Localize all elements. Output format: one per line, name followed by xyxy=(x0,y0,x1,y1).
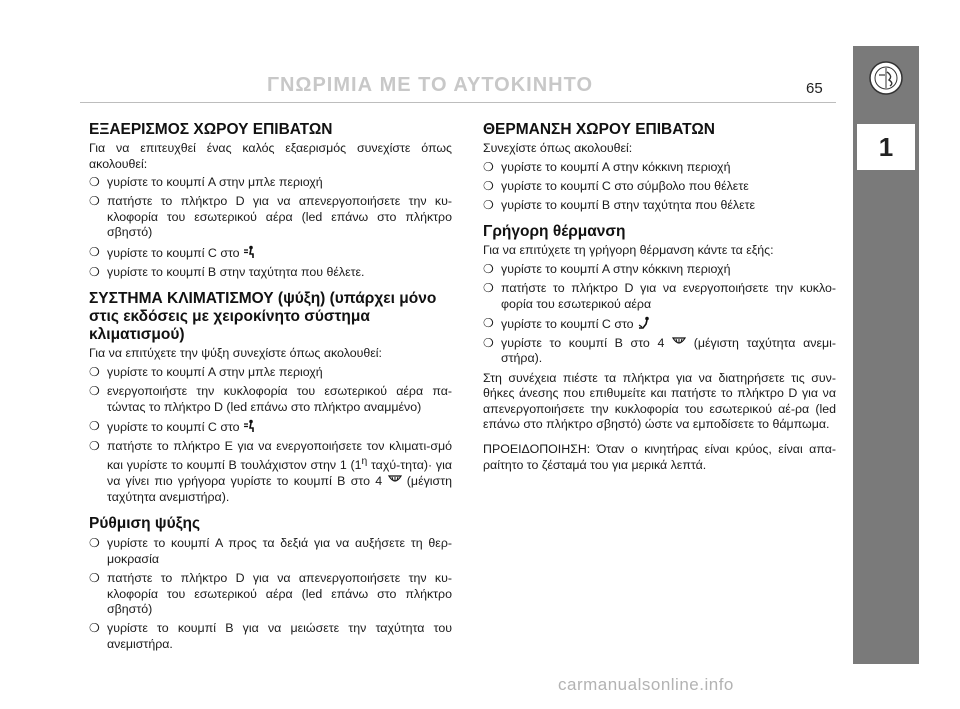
list-item: ❍ πατήστε το πλήκτρο D για να ενεργοποιήσετε την κυκλο-φορία του εσωτερικού αέρα xyxy=(483,281,836,311)
list-item: ❍ γυρίστε το κουμπί A στην μπλε περιοχή xyxy=(89,175,323,190)
bullet-icon: ❍ xyxy=(89,364,100,379)
section-title-fast-heating: Γρήγορη θέρμανση xyxy=(483,223,626,241)
list-item: ❍ γυρίστε το κουμπί B για να μειώσετε την ταχύτητα του ανεμιστήρα. xyxy=(89,621,452,651)
bullet-list xyxy=(89,365,452,505)
list-item: ❍ γυρίστε το κουμπί C στο xyxy=(89,419,452,436)
watermark: carmanualsonline.info xyxy=(558,675,734,694)
section-intro: Για να επιτευχθεί ένας καλός εξαερισμός συνεχίστε όπως ακολουθεί: xyxy=(89,141,452,171)
bullet-icon: ❍ xyxy=(89,264,100,279)
alfa-romeo-logo-icon xyxy=(868,60,904,96)
fan-max-speed-icon xyxy=(388,475,402,487)
bullet-icon: ❍ xyxy=(483,178,494,193)
face-vent-icon xyxy=(243,419,257,433)
bullet-icon: ❍ xyxy=(89,175,100,190)
bullet-icon: ❍ xyxy=(89,570,100,585)
bullet-icon: ❍ xyxy=(89,194,100,209)
bullet-list xyxy=(89,175,452,280)
list-item: ❍ πατήστε το πλήκτρο D για να απενεργοποιήσετε την κυ-κλοφορία του εσωτερικού αέρα (led επάνω στο πλήκτρο σβηστό) xyxy=(89,194,452,240)
bullet-icon: ❍ xyxy=(483,315,494,330)
list-item: ❍ γυρίστε το κουμπί A προς τα δεξιά για να αυξήσετε τη θερ-μοκρασία xyxy=(89,536,452,566)
list-item: ❍ πατήστε το πλήκτρο E για να ενεργοποιήσετε τον κλιματι-σμό και γυρίστε το κουμπί B τουλάχιστον στην 1 ($1^\eta$ ταχύ-τητα)· για να γίνει πιο γρήγορα γυρίστε το κουμπί B στο 4 (μέγιστη ταχύτητα ανεμιστήρα). xyxy=(89,438,452,504)
list-item: ❍ ενεργοποιήστε την κυκλοφορία του εσωτερικού αέρα πα-τώντας το πλήκτρο D (led επάνω στο πλήκτρο αναμμένο) xyxy=(89,383,452,414)
header-rule xyxy=(80,102,836,103)
bullet-icon: ❍ xyxy=(483,159,494,174)
page-number: 65 xyxy=(806,80,823,97)
list-item: ❍ γυρίστε το κουμπί A στην κόκκινη περιοχή xyxy=(483,261,731,276)
bullet-list xyxy=(483,262,836,367)
bullet-icon: ❍ xyxy=(483,281,494,296)
list-item: ❍ γυρίστε το κουμπί B στην ταχύτητα που θέλετε xyxy=(483,197,756,212)
section-title-cooling-adjustment: Ρύθμιση ψύξης xyxy=(89,515,201,533)
bullet-icon: ❍ xyxy=(89,383,100,398)
section-title-air-conditioning: ΣΥΣΤΗΜΑ ΚΛΙΜΑΤΙΣΜΟΥ (ψύξη) (υπάρχει μόνο στις εκδόσεις με χειροκίνητο σύστημα κλιματισμού) xyxy=(89,290,437,344)
list-item: ❍ γυρίστε το κουμπί B στο 4 (μέγιστη ταχύτητα ανεμι-στήρα). xyxy=(483,335,836,366)
bullet-list xyxy=(89,536,452,652)
bullet-icon: ❍ xyxy=(89,438,100,453)
fan-max-speed-icon xyxy=(672,337,686,349)
list-item: ❍ πατήστε το πλήκτρο D για να απενεργοποιήσετε την κυ-κλοφορία του εσωτερικού αέρα (led επάνω στο πλήκτρο σβηστό) xyxy=(89,570,452,617)
list-item: ❍ γυρίστε το κουμπί C στο xyxy=(89,245,452,262)
list-item: ❍ γυρίστε το κουμπί A στην μπλε περιοχή xyxy=(89,364,323,379)
list-item: ❍ γυρίστε το κουμπί B στην ταχύτητα που θέλετε. xyxy=(89,264,365,279)
bullet-icon: ❍ xyxy=(483,197,494,212)
chapter-number: 1 xyxy=(857,124,915,170)
list-item: ❍ γυρίστε το κουμπί A στην κόκκινη περιοχή xyxy=(483,159,731,174)
list-item: ❍ γυρίστε το κουμπί C στο σύμβολο που θέλετε xyxy=(483,178,749,193)
left-column xyxy=(89,121,452,656)
page-title: ΓΝΩΡΙΜΙΑ ΜΕ ΤΟ ΑΥΤΟΚΙΝΗΤΟ xyxy=(266,74,594,96)
section-title-heating: ΘΕΡΜΑΝΣΗ ΧΩΡΟΥ ΕΠΙΒΑΤΩΝ xyxy=(483,121,715,138)
bullet-icon: ❍ xyxy=(89,536,100,551)
bullet-icon: ❍ xyxy=(483,261,494,276)
section-intro: Συνεχίστε όπως ακολουθεί: xyxy=(483,141,633,155)
bullet-icon: ❍ xyxy=(89,621,100,636)
section-intro: Για να επιτύχετε την ψύξη συνεχίστε όπως ακολουθεί: xyxy=(89,346,382,361)
bullet-icon: ❍ xyxy=(89,244,100,259)
section-intro: Για να επιτύχετε τη γρήγορη θέρμανση κάντε τα εξής: xyxy=(483,243,774,258)
bullet-list xyxy=(483,160,836,214)
section-title-ventilation: ΕΞΑΕΡΙΣΜΟΣ ΧΩΡΟΥ ΕΠΙΒΑΤΩΝ xyxy=(89,121,333,138)
feet-vent-icon xyxy=(637,316,651,330)
bullet-icon: ❍ xyxy=(483,335,494,350)
list-item: ❍ γυρίστε το κουμπί C στο xyxy=(483,316,836,333)
bullet-icon: ❍ xyxy=(89,418,100,433)
face-vent-icon xyxy=(243,245,257,259)
body-paragraph: Στη συνέχεια πιέστε τα πλήκτρα για να διατηρήσετε τις συν-θήκες άνεσης που επιθυμείτε και πατήστε το πλήκτρο D για να απενεργοποιήσετε την κυκλοφορία του εσωτερικού αέ-ρα (led επάνω στο πλήκτρο σβηστό) ώστε να εμποδίσετε το θάμπωμα. xyxy=(483,370,836,432)
right-column xyxy=(483,121,836,473)
warning-note: ΠΡΟΕΙΔΟΠΟΙΗΣΗ: Όταν ο κινητήρας είναι κρύος, είναι απα-ραίτητο το ζέσταμά του για μερικά λεπτά. xyxy=(483,441,836,472)
